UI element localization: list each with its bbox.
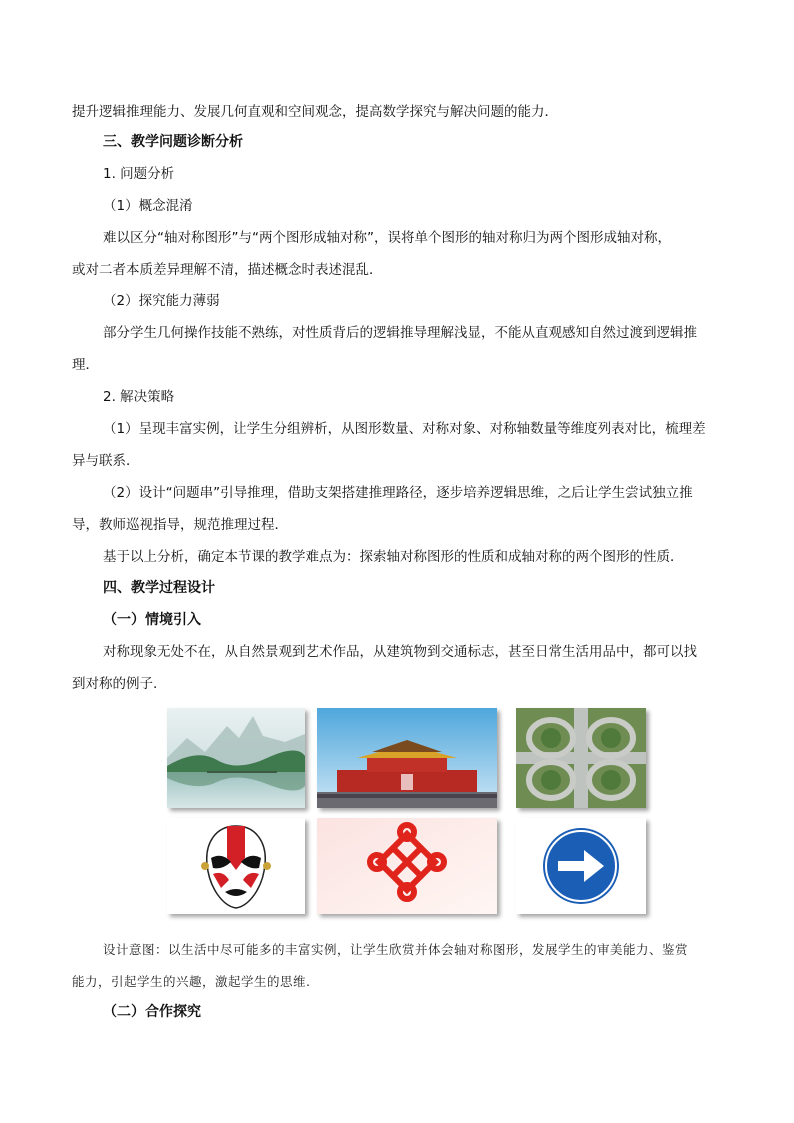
cooperative-explore-subheading: （二）合作探究 (103, 1004, 201, 1020)
strategy2-line1: （2）设计“问题串”引导推理，借助支架搭建推理路径，逐步培养逻辑思维，之后让学生尝试独立推 (103, 485, 693, 501)
tiananmen-photo (317, 708, 497, 808)
section-heading-process: 四、教学过程设计 (103, 580, 215, 596)
intro-paragraph-line2: 到对称的例子. (72, 676, 158, 692)
concept-confusion-subheading: （1）概念混淆 (103, 198, 193, 214)
intro-paragraph-line1: 对称现象无处不在，从自然景观到艺术作品，从建筑物到交通标志，甚至日常生活用品中，都可以找 (103, 644, 697, 660)
landscape-reflection-photo (167, 708, 305, 808)
strategy2-line2: 导，教师巡视指导，规范推理过程． (72, 517, 288, 533)
section-heading-diagnosis: 三、教学问题诊断分析 (103, 134, 243, 150)
opera-mask-image (167, 818, 305, 914)
concept-paragraph-line2: 或对二者本质差异理解不清，描述概念时表述混乱． (72, 262, 383, 278)
strategy-heading: 2. 解决策略 (103, 389, 175, 405)
explore-paragraph-line1: 部分学生几何操作技能不熟练，对性质背后的逻辑推导理解浅显，不能从直观感知自然过渡到逻辑推 (103, 325, 697, 341)
ability-paragraph: 提升逻辑推理能力、发展几何直观和空间观念，提高数学探究与解决问题的能力． (72, 104, 558, 120)
right-arrow-sign-image (516, 818, 646, 914)
strategy1-line2: 异与联系． (72, 453, 140, 469)
strategy1-line1: （1）呈现丰富实例，让学生分组辨析，从图形数量、对称对象、对称轴数量等维度列表对比，梳理差 (103, 421, 706, 437)
concept-paragraph-line1: 难以区分“轴对称图形”与“两个图形成轴对称”，误将单个图形的轴对称归为两个图形成轴对称， (103, 230, 671, 246)
design-intent-line2: 能力，引起学生的兴趣，激起学生的思维. (72, 974, 311, 989)
explore-weak-subheading: （2）探究能力薄弱 (103, 293, 220, 309)
design-intent-line1: 设计意图：以生活中尽可能多的丰富实例，让学生欣赏并体会轴对称图形，发展学生的审美能力、鉴赏 (103, 942, 689, 957)
problem-analysis-heading: 1. 问题分析 (103, 166, 175, 182)
explore-paragraph-line2: 理． (72, 357, 99, 373)
chinese-knot-image (317, 818, 497, 914)
difficulty-paragraph: 基于以上分析，确定本节课的教学难点为：探索轴对称图形的性质和成轴对称的两个图形的性质． (103, 549, 684, 565)
situation-intro-subheading: （一）情境引入 (103, 612, 201, 628)
highway-interchange-photo (516, 708, 646, 808)
